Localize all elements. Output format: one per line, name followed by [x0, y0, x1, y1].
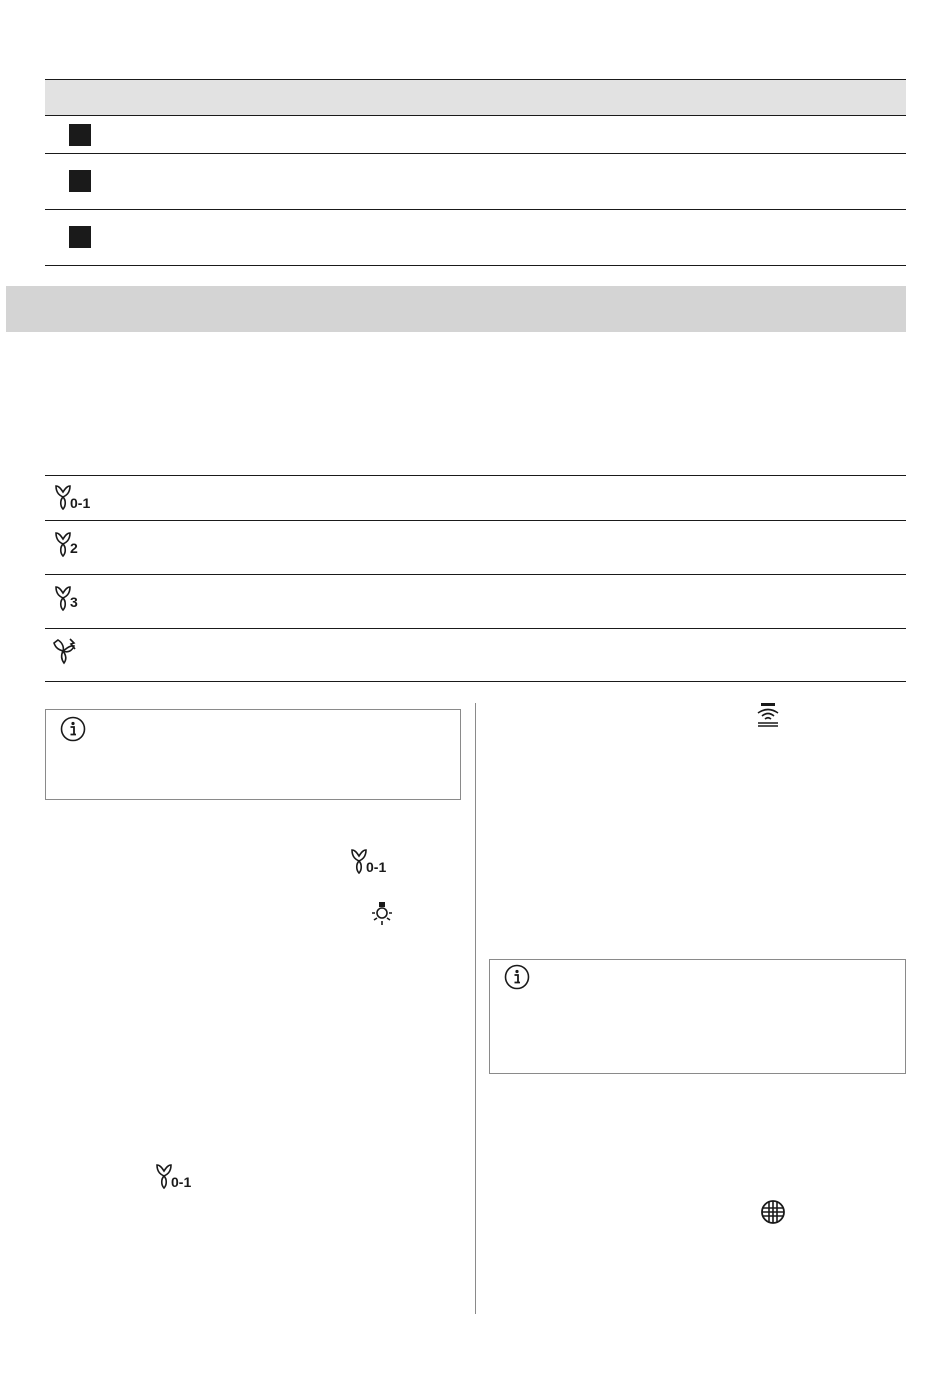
- fan-speed-icon: [50, 529, 98, 559]
- black-square-icon: [69, 124, 91, 146]
- fan-speed-icon: [50, 482, 98, 512]
- table-row-divider: [45, 153, 906, 154]
- black-square-icon: [69, 170, 91, 192]
- table-bottom-rule: [45, 265, 906, 266]
- column-divider: [475, 703, 476, 1314]
- fan-speed-subscript: 0-1: [366, 859, 387, 875]
- section-banner: [6, 286, 906, 332]
- table-header-row: [45, 80, 906, 115]
- fan-table-bottom-rule: [45, 681, 906, 682]
- fan-boost-icon: [50, 637, 84, 667]
- table-header-rule: [45, 115, 906, 116]
- info-icon: [60, 716, 86, 742]
- fan-speed-subscript: 3: [70, 594, 78, 610]
- info-box: [45, 709, 461, 800]
- fan-speed-subscript: 2: [70, 540, 78, 556]
- light-bulb-icon: [370, 901, 394, 927]
- fan-speed-subscript: 0-1: [171, 1174, 192, 1190]
- hob-to-hood-wireless-icon: [755, 702, 781, 728]
- fan-table-top-rule: [45, 475, 906, 476]
- info-box: [489, 959, 906, 1074]
- grease-filter-grid-icon: [760, 1199, 786, 1225]
- fan-speed-subscript: 0-1: [70, 495, 91, 511]
- info-icon: [504, 964, 530, 990]
- fan-speed-icon: [346, 846, 394, 876]
- black-square-icon: [69, 226, 91, 248]
- fan-table-divider: [45, 628, 906, 629]
- table-row-divider: [45, 209, 906, 210]
- fan-speed-icon: [151, 1161, 199, 1191]
- fan-table-divider: [45, 520, 906, 521]
- fan-table-divider: [45, 574, 906, 575]
- fan-speed-icon: [50, 583, 98, 613]
